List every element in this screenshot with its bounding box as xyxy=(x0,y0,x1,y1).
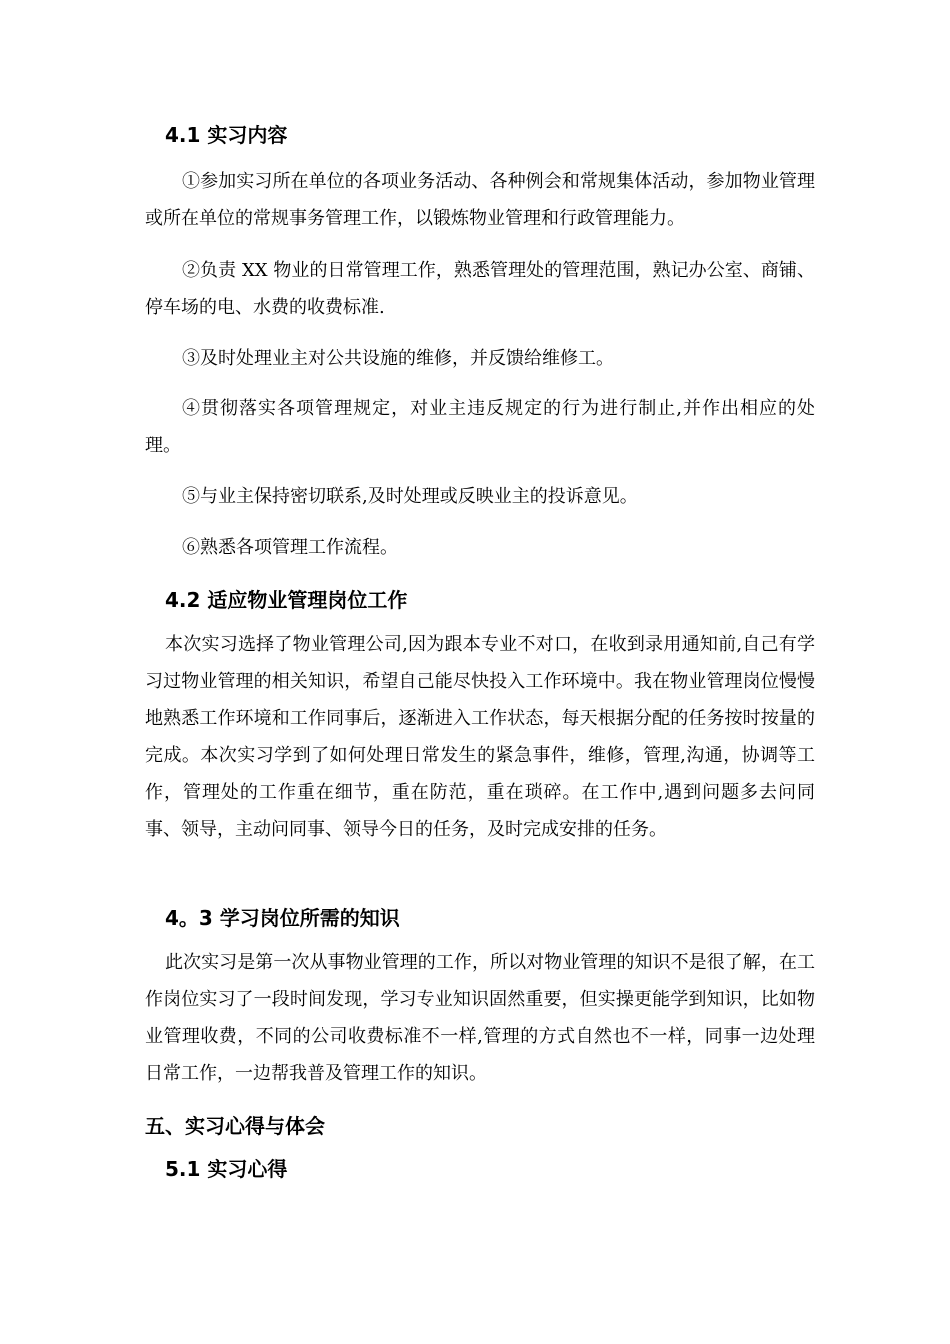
list-item-4-1-2: ②负责 XX 物业的日常管理工作，熟悉管理处的管理范围，熟记办公室、商铺、停车场的电、水费的收费标准. xyxy=(145,260,815,318)
heading-4-2: 4.2 适应物业管理岗位工作 xyxy=(165,588,408,612)
heading-5: 五、实习心得与体会 xyxy=(145,1114,325,1138)
heading-4-3: 4。3 学习岗位所需的知识 xyxy=(165,906,400,930)
list-item-4-1-3: ③及时处理业主对公共设施的维修，并反馈给维修工。 xyxy=(182,348,614,369)
heading-5-1: 5.1 实习心得 xyxy=(165,1157,288,1181)
list-item-4-1-4: ④贯彻落实各项管理规定，对业主违反规定的行为进行制止,并作出相应的处理。 xyxy=(145,398,815,456)
list-item-4-1-1: ①参加实习所在单位的各项业务活动、各种例会和常规集体活动，参加物业管理或所在单位的常规事务管理工作，以锻炼物业管理和行政管理能力。 xyxy=(145,171,815,229)
list-item-4-1-6: ⑥熟悉各项管理工作流程。 xyxy=(182,537,398,558)
paragraph-4-2: 本次实习选择了物业管理公司,因为跟本专业不对口，在收到录用通知前,自己有学习过物业管理的相关知识，希望自己能尽快投入工作环境中。我在物业管理岗位慢慢地熟悉工作环境和工作同事后，逐渐进入工作状态，每天根据分配的任务按时按量的完成。本次实习学到了如何处理日常发生的紧急事件，维修，管理,沟通，协调等工作，管理处的工作重在细节，重在防范，重在琐碎。在工作中,遇到问题多去问同事、领导，主动问同事、领导今日的任务，及时完成安排的任务。 xyxy=(145,634,815,840)
paragraph-4-3: 此次实习是第一次从事物业管理的工作，所以对物业管理的知识不是很了解，在工作岗位实习了一段时间发现，学习专业知识固然重要，但实操更能学到知识，比如物业管理收费，不同的公司收费标准不一样,管理的方式自然也不一样，同事一边处理日常工作，一边帮我普及管理工作的知识。 xyxy=(145,952,815,1084)
list-item-4-1-5: ⑤与业主保持密切联系,及时处理或反映业主的投诉意见。 xyxy=(182,486,638,507)
heading-4-1: 4.1 实习内容 xyxy=(165,123,288,147)
